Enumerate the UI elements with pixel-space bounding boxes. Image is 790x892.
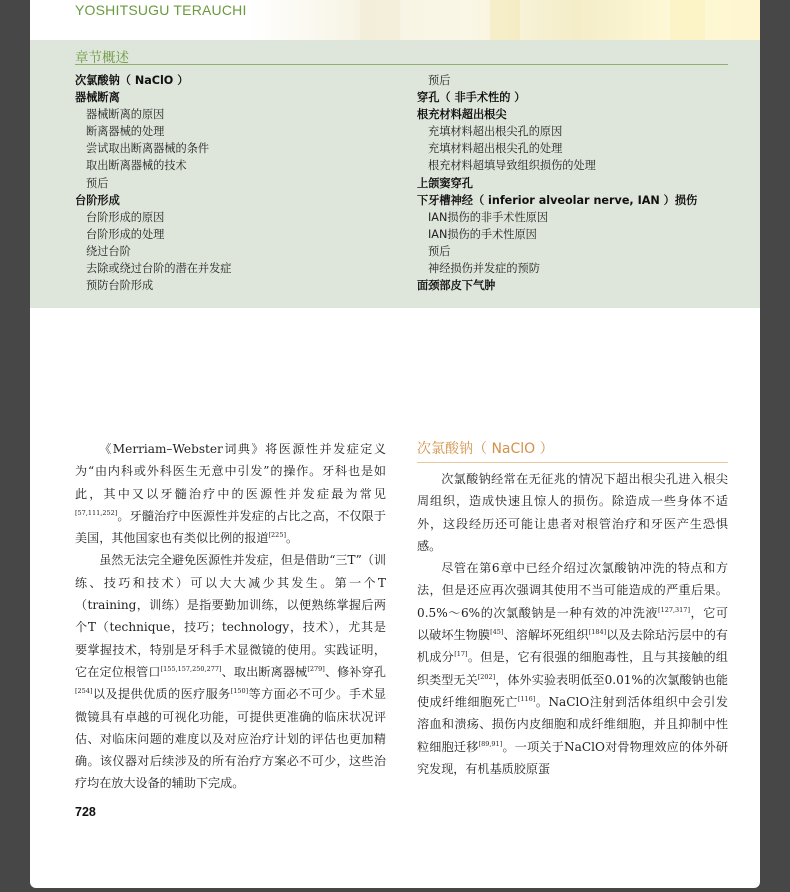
text-run: 尽管在第6章中已经介绍过次氯酸钠冲洗的特点和方法，但是还应再次强调其使用不当可能造成的严重后果。0.5%～6%的次氯酸钠是一种有效的冲洗液 — [417, 561, 728, 620]
citation: [127,317] — [658, 605, 690, 614]
text-run: ，它可以破坏生物膜 — [417, 605, 728, 643]
overview-subsection: 去除或绕过台阶的潜在并发症 — [86, 262, 232, 276]
overview-subsection: 尝试取出断离器械的条件 — [86, 142, 210, 156]
citation: [225] — [268, 531, 286, 540]
overview-section: 器械断离 — [75, 91, 120, 105]
text-run: 。 — [286, 531, 299, 546]
overview-subsection: 充填材料超出根尖孔的原因 — [428, 125, 563, 139]
page-number: 728 — [75, 805, 96, 819]
text-run: 。NaClO注射到活体组织中会引发溶血和溃疡、损伤内皮细胞和成纤维细胞，并且抑制中性粒细胞迁移 — [417, 694, 728, 754]
text-run: 、溶解坏死组织 — [503, 628, 589, 643]
overview-subsection: 器械断离的原因 — [86, 108, 165, 122]
text-run: ，体外实验表明低至0.01%的次氯酸钠也能使成纤维细胞死亡 — [417, 672, 728, 709]
author-name: YOSHITSUGU TERAUCHI — [75, 2, 247, 18]
overview-right-column — [417, 72, 697, 294]
overview-subsection: 根充材料超填导致组织损伤的处理 — [428, 159, 596, 173]
overview-section: 穿孔（ 非手术性的 ） — [417, 91, 526, 105]
page-header — [30, 0, 760, 40]
overview-subsection: 绕过台阶 — [86, 244, 131, 258]
overview-subsection: 充填材料超出根尖孔的处理 — [428, 142, 563, 156]
overview-subsection: 台阶形成的处理 — [86, 227, 165, 241]
text-run: 虽然无法完全避免医源性并发症，但是借助“三T”（训练、技巧和技术）可以大大减少其发生。第一个T（training，训练）是指要勤加训练，以便熟练掌握后两个T（technique，技巧；technology，技术），尤其是要掌握技术，特别是牙科手术显微镜的使用。实践证明，它在定位根管口 — [75, 553, 386, 679]
body-right-column — [417, 438, 728, 780]
citation: [17] — [454, 650, 468, 659]
overview-subsection: 神经损伤并发症的预防 — [428, 262, 540, 276]
section-heading: 次氯酸钠（ NaClO ） — [417, 438, 728, 463]
overview-title: 章节概述 — [75, 50, 129, 66]
overview-subsection: 取出断离器械的技术 — [86, 159, 187, 173]
overview-subsection: IAN损伤的非手术性原因 — [428, 210, 549, 224]
chapter-overview — [30, 40, 760, 308]
overview-subsection: 断离器械的处理 — [86, 125, 165, 139]
overview-subsection: 预后 — [428, 244, 451, 258]
header-decoration — [360, 0, 400, 40]
overview-subsection: 预后 — [86, 176, 109, 190]
citation: [116] — [517, 694, 536, 703]
text-run: 次氯酸钠经常在无征兆的情况下超出根尖孔进入根尖周组织，造成快速且惊人的损伤。除造成一些身体不适外，这段经历还可能让患者对根管治疗和牙医产生恐惧感。 — [417, 472, 728, 553]
overview-subsection: 预后 — [428, 74, 451, 87]
text-run: 。牙髓治疗中医源性并发症的占比之高，不仅限于美国，其他国家也有类似比例的报道 — [75, 508, 386, 546]
text-run: 。但是，它有很强的细胞毒性，且与其接触的组织类型无关 — [417, 650, 728, 687]
text-run: 以及去除玷污层中的有机成分 — [417, 628, 728, 665]
citation: [57,111,252] — [75, 508, 118, 517]
citation: [45] — [490, 628, 504, 637]
citation: [279] — [307, 664, 325, 673]
overview-subsection: IAN损伤的手术性原因 — [428, 227, 537, 241]
text-run: 等方面必不可少。手术显微镜具有卓越的可视化功能，可提供更准确的临床状况评估、对临床问题的难度以及对应治疗计划的评估也更加精确。该仪器对后续涉及的所有治疗方案必不可少，这些治疗均在放大设备的辅助下完成。 — [75, 687, 386, 791]
header-decoration — [490, 0, 520, 40]
text-run: 、修补穿孔 — [324, 664, 386, 679]
overview-section: 面颈部皮下气肿 — [417, 279, 496, 293]
citation: [150] — [230, 687, 249, 696]
overview-section: 上颌窦穿孔 — [417, 176, 473, 190]
text-run: 以及提供优质的医疗服务 — [92, 687, 231, 702]
citation: [89,91] — [478, 739, 503, 748]
overview-subsection: 预防台阶形成 — [86, 279, 154, 293]
overview-section: 次氯酸钠（ NaClO ） — [75, 74, 189, 87]
text-run: 、取出断离器械 — [221, 664, 308, 679]
citation: [184] — [588, 628, 607, 637]
overview-section: 根充材料超出根尖 — [417, 108, 507, 122]
paragraph — [75, 438, 386, 549]
overview-section: 台阶形成 — [75, 193, 120, 207]
overview-section: 下牙槽神经（ inferior alveolar nerve, IAN ）损伤 — [417, 193, 698, 207]
paragraph — [75, 549, 386, 794]
citation: [155,157,250,277] — [160, 664, 222, 673]
text-run: 《Merriam–Webster词典》将医源性并发症定义为“由内科或外科医生无意中引发”的操作。牙科也是如此，其中又以牙髓治疗中的医源性并发症最为常见 — [75, 442, 386, 501]
book-page — [30, 0, 760, 888]
citation: [254] — [75, 687, 93, 696]
text-run: 。一项关于NaClO对骨物理效应的体外研究发现，有机基质胶原蛋 — [417, 739, 728, 776]
paragraph — [417, 468, 728, 557]
paragraph — [417, 557, 728, 780]
overview-left-column — [75, 72, 231, 294]
header-decoration — [670, 0, 705, 40]
body-left-column — [75, 438, 386, 795]
citation: [202] — [477, 672, 496, 681]
overview-subsection: 台阶形成的原因 — [86, 210, 165, 224]
section-text — [417, 468, 728, 780]
overview-divider — [75, 64, 728, 65]
